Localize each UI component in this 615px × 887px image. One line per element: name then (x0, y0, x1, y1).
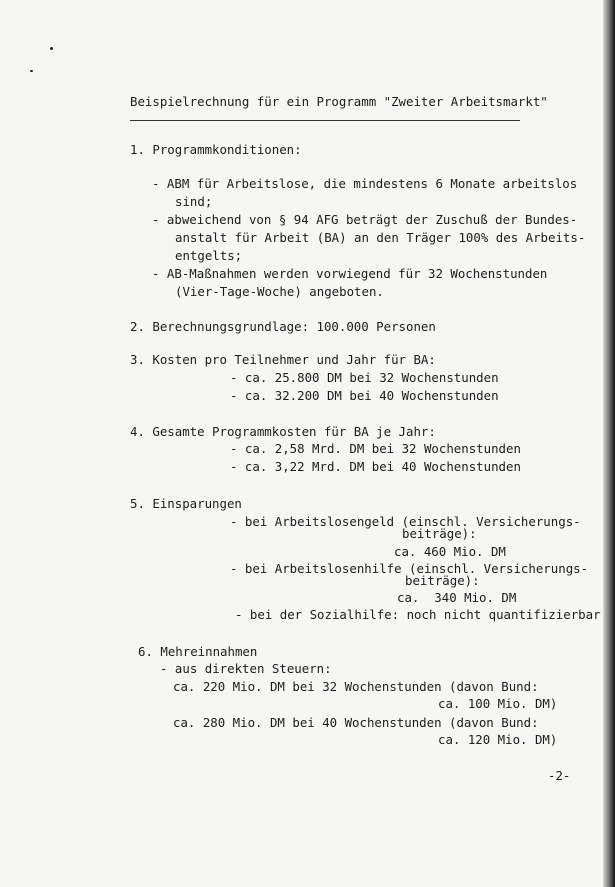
document-title: Beispielrechnung für ein Programm "Zweiter Arbeitsmarkt" (130, 94, 548, 109)
section-1-bullet-2-cont: entgelts; (175, 248, 243, 263)
section-4-heading: 4. Gesamte Programmkosten für BA je Jahr: (130, 424, 436, 439)
scan-edge (603, 0, 615, 887)
section-1-bullet-1: - ABM für Arbeitslose, die mindestens 6 Monate arbeitslos (152, 176, 578, 191)
section-6-row-1: ca. 220 Mio. DM bei 32 Wochenstunden (davon Bund: (173, 679, 539, 694)
section-1-bullet-1-cont: sind; (175, 194, 213, 209)
section-5-item-1-cont: beiträge): (402, 526, 477, 541)
section-4-line-1: - ca. 2,58 Mrd. DM bei 32 Wochenstunden (230, 441, 521, 456)
section-6-subheading: - aus direkten Steuern: (160, 661, 332, 676)
section-4-line-2: - ca. 3,22 Mrd. DM bei 40 Wochenstunden (230, 459, 521, 474)
scan-speck (30, 70, 33, 72)
section-1-heading: 1. Programmkonditionen: (130, 142, 302, 157)
section-1-bullet-2: - abweichend von § 94 AFG beträgt der Zuschuß der Bundes- (152, 212, 578, 227)
section-5-item-2: - bei Arbeitslosenhilfe (einschl. Versicherungs- (230, 561, 589, 576)
section-5-item-2-amount: ca. 340 Mio. DM (397, 590, 517, 605)
section-3-heading: 3. Kosten pro Teilnehmer und Jahr für BA: (130, 352, 436, 367)
section-1-bullet-2-cont: anstalt für Arbeit (BA) an den Träger 100% des Arbeits- (175, 230, 586, 245)
section-6-heading: 6. Mehreinnahmen (138, 644, 258, 659)
section-6-row-2: ca. 280 Mio. DM bei 40 Wochenstunden (davon Bund: (173, 715, 539, 730)
section-5-item-1: - bei Arbeitslosengeld (einschl. Versicherungs- (230, 514, 581, 529)
section-5-heading: 5. Einsparungen (130, 496, 242, 511)
section-2-heading: 2. Berechnungsgrundlage: 100.000 Personen (130, 319, 436, 334)
section-5-item-1-amount: ca. 460 Mio. DM (394, 544, 506, 559)
section-3-line-1: - ca. 25.800 DM bei 32 Wochenstunden (230, 370, 499, 385)
scan-speck (50, 47, 53, 50)
section-3-line-2: - ca. 32.200 DM bei 40 Wochenstunden (230, 388, 499, 403)
section-1-bullet-3: - AB-Maßnahmen werden vorwiegend für 32 Wochenstunden (152, 266, 548, 281)
section-1-bullet-3-cont: (Vier-Tage-Woche) angeboten. (175, 284, 384, 299)
section-6-row-1-federal: ca. 100 Mio. DM) (438, 696, 558, 711)
page-number: -2- (548, 768, 571, 783)
section-5-item-3: - bei der Sozialhilfe: noch nicht quantifizierbar (235, 607, 601, 622)
section-5-item-2-cont: beiträge): (405, 573, 480, 588)
title-underline (130, 120, 520, 121)
section-6-row-2-federal: ca. 120 Mio. DM) (438, 732, 558, 747)
